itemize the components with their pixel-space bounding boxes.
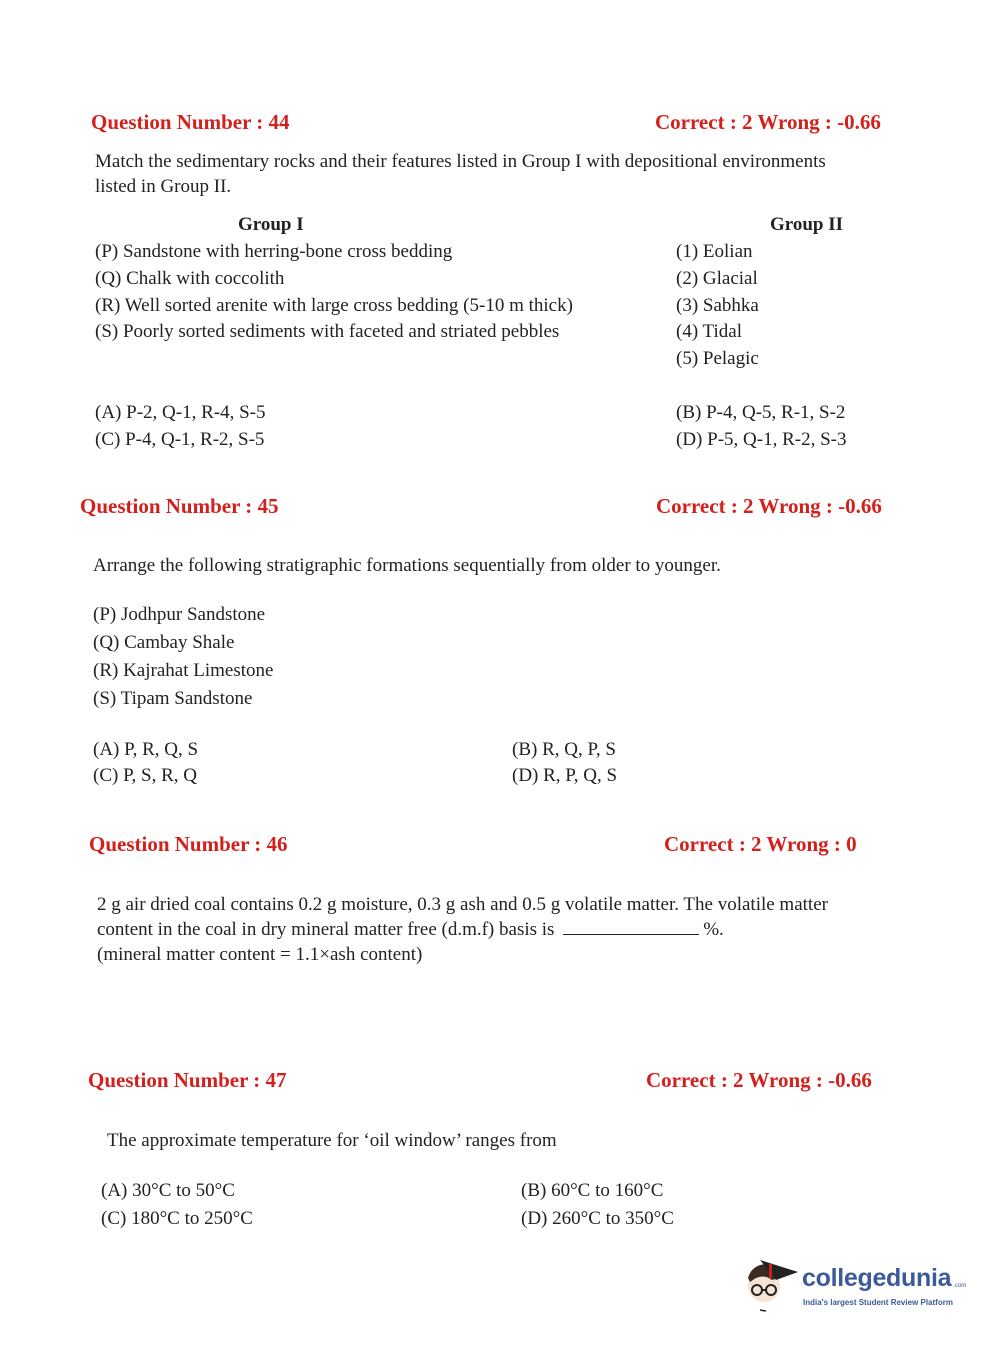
list-item: (S) Tipam Sandstone	[93, 688, 253, 709]
question-44-text-1: Match the sedimentary rocks and their features listed in Group I with depositional environments	[95, 151, 826, 172]
answer-blank	[563, 934, 699, 935]
option-b: (B) R, Q, P, S	[512, 739, 616, 760]
logo-tagline: India's largest Student Review Platform	[803, 1298, 953, 1307]
option-c: (C) P-4, Q-1, R-2, S-5	[95, 429, 265, 450]
option-b: (B) P-4, Q-5, R-1, S-2	[676, 402, 846, 423]
option-c: (C) P, S, R, Q	[93, 765, 197, 786]
option-a: (A) 30°C to 50°C	[101, 1180, 235, 1201]
question-47-marks: Correct : 2 Wrong : -0.66	[646, 1068, 872, 1092]
option-a: (A) P-2, Q-1, R-4, S-5	[95, 402, 266, 423]
question-44-marks: Correct : 2 Wrong : -0.66	[655, 110, 881, 134]
group-2-item: (2) Glacial	[676, 268, 758, 289]
question-47-number: Question Number : 47	[88, 1068, 287, 1092]
question-46-text-1: 2 g air dried coal contains 0.2 g moisture, 0.3 g ash and 0.5 g volatile matter. The volatile matter	[97, 894, 828, 915]
option-d: (D) 260°C to 350°C	[521, 1208, 674, 1229]
question-44-number: Question Number : 44	[91, 110, 290, 134]
list-item: (Q) Cambay Shale	[93, 632, 235, 653]
option-b: (B) 60°C to 160°C	[521, 1180, 664, 1201]
group-1-item: (R) Well sorted arenite with large cross bedding (5-10 m thick)	[95, 295, 573, 316]
logo-suffix: .com	[953, 1283, 967, 1289]
list-item: (R) Kajrahat Limestone	[93, 660, 274, 681]
group-1-item: (P) Sandstone with herring-bone cross bedding	[95, 241, 453, 262]
percent-sign: %.	[703, 919, 724, 940]
question-45-marks: Correct : 2 Wrong : -0.66	[656, 494, 882, 518]
group-1-title: Group I	[238, 214, 304, 235]
option-a: (A) P, R, Q, S	[93, 739, 199, 760]
group-2-item: (5) Pelagic	[676, 348, 759, 369]
question-46-text-2a: content in the coal in dry mineral matter free (d.m.f) basis is	[97, 919, 555, 940]
option-d: (D) P-5, Q-1, R-2, S-3	[676, 429, 847, 450]
group-1-item: (Q) Chalk with coccolith	[95, 268, 285, 289]
question-46-text-2	[97, 920, 724, 939]
option-d: (D) R, P, Q, S	[512, 765, 618, 786]
logo-wordmark	[802, 1266, 966, 1291]
question-46-text-3: (mineral matter content = 1.1×ash content)	[97, 944, 423, 965]
group-2-title: Group II	[770, 214, 844, 235]
question-45-number: Question Number : 45	[80, 494, 279, 518]
group-2-item: (3) Sabhka	[676, 295, 759, 316]
group-1-item: (S) Poorly sorted sediments with faceted and striated pebbles	[95, 321, 560, 342]
logo-name: collegedunia	[802, 1264, 952, 1292]
group-2-item: (1) Eolian	[676, 241, 753, 262]
question-46-marks: Correct : 2 Wrong : 0	[664, 832, 857, 856]
group-2-item: (4) Tidal	[676, 321, 742, 342]
option-c: (C) 180°C to 250°C	[101, 1208, 253, 1229]
question-45-text: Arrange the following stratigraphic formations sequentially from older to younger.	[93, 555, 721, 576]
question-46-number: Question Number : 46	[89, 832, 288, 856]
question-44-text-2: listed in Group II.	[95, 176, 232, 197]
list-item: (P) Jodhpur Sandstone	[93, 604, 266, 625]
logo-mascot-icon	[742, 1250, 802, 1312]
question-47-text: The approximate temperature for ‘oil window’ ranges from	[107, 1130, 557, 1151]
